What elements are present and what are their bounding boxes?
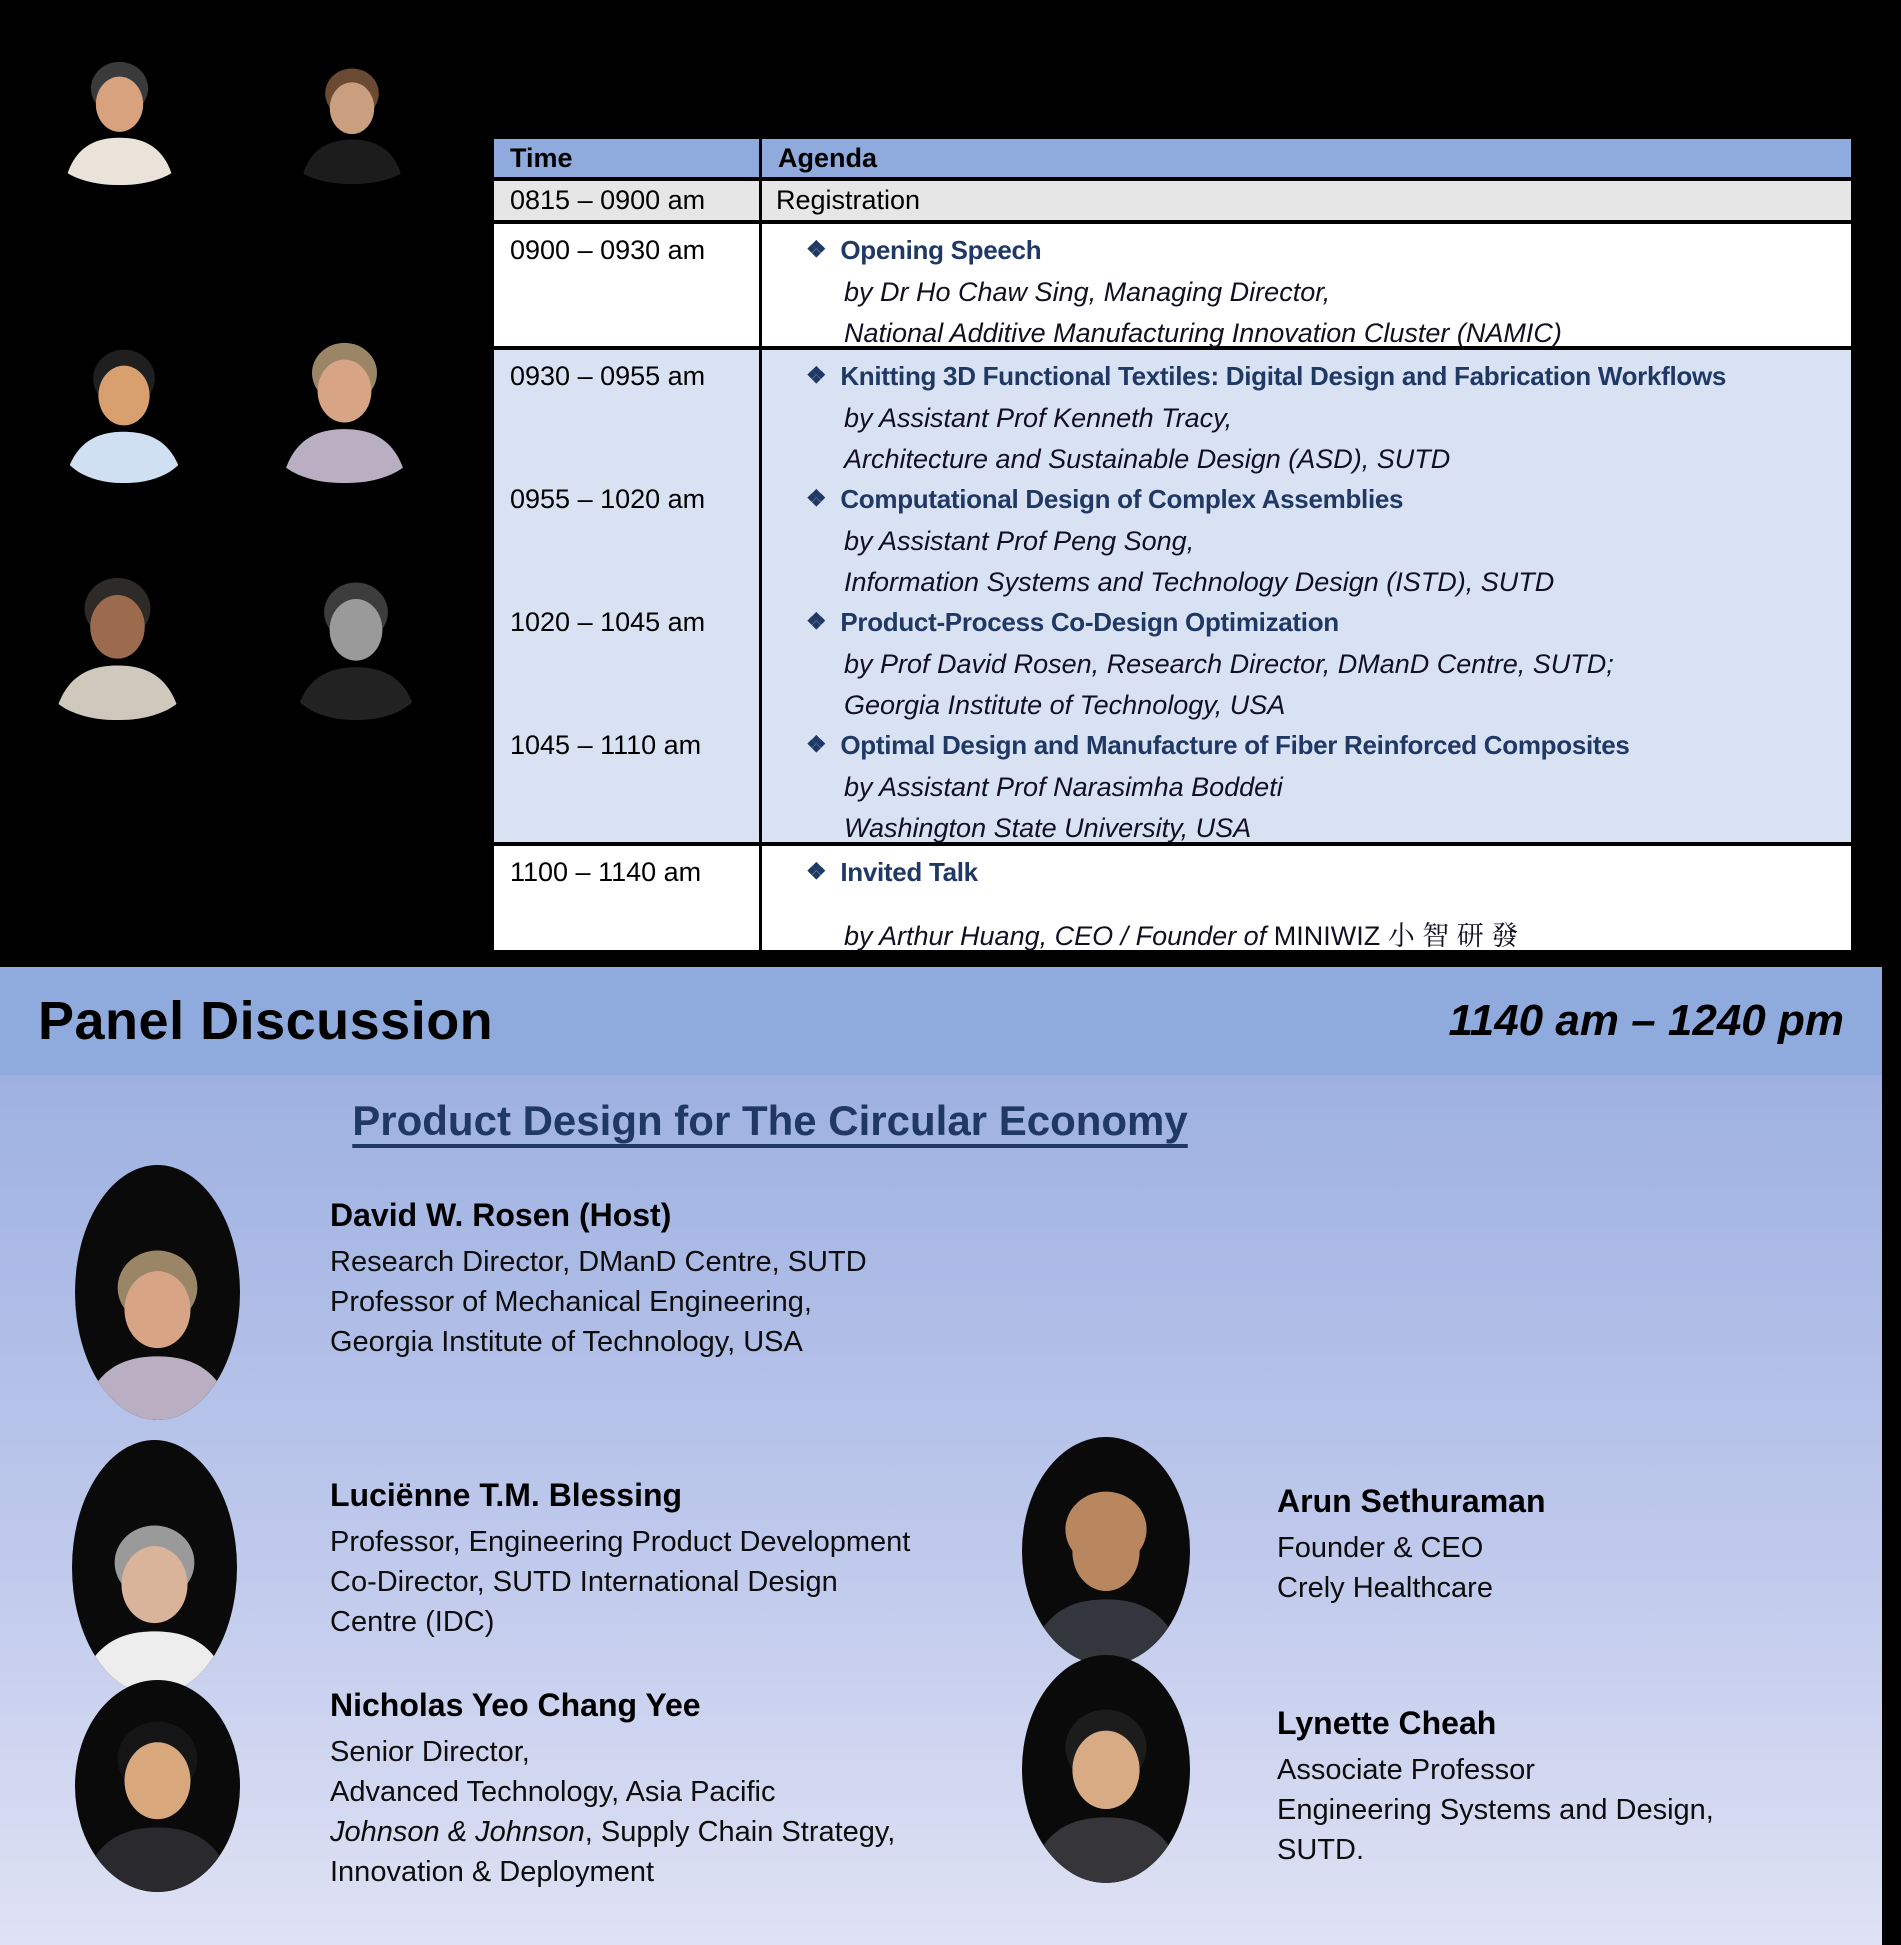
agenda-item-title xyxy=(806,356,1851,398)
panelist-line: Professor, Engineering Product Development xyxy=(330,1526,911,1558)
session-time: 0930 – 0955 am xyxy=(494,350,762,473)
panelist-line: Senior Director, xyxy=(330,1736,530,1768)
headshot-photo-6 xyxy=(290,573,422,720)
panelist-name: David W. Rosen (Host) xyxy=(330,1197,672,1233)
agenda-item-title xyxy=(806,602,1851,644)
panelist-name: Lynette Cheah xyxy=(1277,1705,1497,1741)
opening-time: 0900 – 0930 am xyxy=(494,224,762,346)
agenda-speaker-line: by Dr Ho Chaw Sing, Managing Director, xyxy=(844,277,1331,307)
agenda-item-title xyxy=(806,479,1851,521)
panel-discussion-body xyxy=(0,1075,1882,1945)
diamond-bullet-icon: ❖ xyxy=(806,608,827,634)
panelist-photo-arun-sethuraman xyxy=(1022,1437,1190,1665)
panelist-line: Engineering Systems and Design, xyxy=(1277,1794,1714,1826)
panelist-line: Advanced Technology, Asia Pacific xyxy=(330,1776,776,1808)
agenda-column-header: Agenda xyxy=(778,142,878,173)
session-agenda xyxy=(762,596,1851,719)
panelist-line: Crely Healthcare xyxy=(1277,1572,1493,1604)
agenda-speaker-line: by Assistant Prof Kenneth Tracy, xyxy=(844,403,1233,433)
session-row-4 xyxy=(494,719,1851,842)
diamond-bullet-icon: ❖ xyxy=(806,362,827,388)
agenda-title-text: Invited Talk xyxy=(840,857,978,887)
panel-section-title: Panel Discussion xyxy=(38,991,494,1051)
agenda-title-text: Knitting 3D Functional Textiles: Digital Design and Fabrication Workflows xyxy=(840,361,1727,391)
agenda-title-text: Product-Process Co-Design Optimization xyxy=(840,607,1339,637)
panelist-bio-david-rosen xyxy=(330,1197,867,1362)
panelist-line-rest: , Supply Chain Strategy, xyxy=(584,1816,896,1848)
panelist-line: Professor of Mechanical Engineering, xyxy=(330,1286,812,1318)
session-agenda xyxy=(762,719,1851,842)
panelist-line: Associate Professor xyxy=(1277,1754,1535,1786)
agenda-speaker-line: by Assistant Prof Peng Song, xyxy=(844,526,1195,556)
session-row-2 xyxy=(494,473,1851,596)
registration-label: Registration xyxy=(776,185,921,215)
opening-speech-row xyxy=(494,224,1851,350)
invited-time: 1100 – 1140 am xyxy=(494,846,762,950)
session-time: 1020 – 1045 am xyxy=(494,596,762,719)
registration-row xyxy=(494,181,1851,224)
table-header-row xyxy=(494,139,1851,181)
panelist-bio-nicholas-yeo xyxy=(330,1687,895,1892)
invited-brand-text: MINIWIZ 小 智 研 發 xyxy=(1273,921,1519,951)
diamond-bullet-icon: ❖ xyxy=(806,858,827,884)
agenda-org-line: Architecture and Sustainable Design (ASD), SUTD xyxy=(844,444,1451,474)
session-row-1 xyxy=(494,350,1851,473)
invited-talk-row xyxy=(494,846,1851,950)
panelist-line: Georgia Institute of Technology, USA xyxy=(330,1326,803,1358)
agenda-title-text: Computational Design of Complex Assemblies xyxy=(840,484,1404,514)
invited-byline-italic: by Arthur Huang, CEO / Founder of xyxy=(844,921,1274,951)
agenda-title-text: Opening Speech xyxy=(840,235,1042,265)
registration-time: 0815 – 0900 am xyxy=(494,181,762,220)
panelist-bio-lucienne-blessing xyxy=(330,1477,910,1642)
panelist-photo-lynette-cheah xyxy=(1022,1655,1190,1883)
headshot-photo-5 xyxy=(45,570,190,720)
agenda-item-title xyxy=(806,230,1851,272)
session-row-3 xyxy=(494,596,1851,719)
panel-time-range: 1140 am – 1240 pm xyxy=(1448,996,1844,1045)
panelist-line: Founder & CEO xyxy=(1277,1532,1484,1564)
agenda-org-line: Washington State University, USA xyxy=(844,813,1252,843)
diamond-bullet-icon: ❖ xyxy=(806,236,827,262)
session-time: 1045 – 1110 am xyxy=(494,719,762,842)
agenda-org-line: Georgia Institute of Technology, USA xyxy=(844,690,1286,720)
panelist-line: Research Director, DManD Centre, SUTD xyxy=(330,1246,867,1278)
headshot-photo-3 xyxy=(60,333,188,483)
panelist-photo-david-rosen xyxy=(75,1165,240,1420)
panelist-photo-nicholas-yeo xyxy=(75,1680,240,1892)
panelist-bio-lynette-cheah xyxy=(1277,1705,1714,1870)
diamond-bullet-icon: ❖ xyxy=(806,731,827,757)
panelist-line: Innovation & Deployment xyxy=(330,1856,655,1888)
panelist-line: Co-Director, SUTD International Design xyxy=(330,1566,838,1598)
headshot-photo-2 xyxy=(287,62,417,184)
panelist-company-italic: Johnson & Johnson xyxy=(330,1816,585,1848)
session-agenda xyxy=(762,473,1851,596)
session-agenda xyxy=(762,350,1851,473)
agenda-item-title xyxy=(806,725,1851,767)
headshot-photo-4 xyxy=(272,335,417,483)
panelist-line: Centre (IDC) xyxy=(330,1606,495,1638)
agenda-org-line: Information Systems and Technology Design (ISTD), SUTD xyxy=(844,567,1555,597)
agenda-title-text: Optimal Design and Manufacture of Fiber Reinforced Composites xyxy=(840,730,1630,760)
panelist-photo-lucienne-blessing xyxy=(72,1440,237,1695)
opening-agenda xyxy=(762,224,1851,346)
morning-sessions-block xyxy=(494,350,1851,846)
agenda-org-line: National Additive Manufacturing Innovation Cluster (NAMIC) xyxy=(844,318,1562,348)
time-column-header: Time xyxy=(494,139,762,177)
panelist-name: Nicholas Yeo Chang Yee xyxy=(330,1687,701,1723)
panel-discussion-header xyxy=(0,967,1882,1075)
panelist-name: Arun Sethuraman xyxy=(1277,1483,1546,1519)
session-time: 0955 – 1020 am xyxy=(494,473,762,596)
agenda-table xyxy=(490,135,1855,954)
agenda-speaker-line: by Prof David Rosen, Research Director, DManD Centre, SUTD; xyxy=(844,649,1614,679)
panelist-bio-arun-sethuraman xyxy=(1277,1483,1545,1608)
invited-agenda xyxy=(762,846,1851,950)
agenda-speaker-line xyxy=(806,916,1851,957)
panel-topic-title: Product Design for The Circular Economy xyxy=(352,1097,1188,1144)
agenda-speaker-line: by Assistant Prof Narasimha Boddeti xyxy=(844,772,1283,802)
panelist-line: SUTD. xyxy=(1277,1834,1364,1866)
panelist-line xyxy=(330,1812,895,1852)
headshot-photo-1 xyxy=(52,55,187,185)
diamond-bullet-icon: ❖ xyxy=(806,485,827,511)
panelist-name: Luciënne T.M. Blessing xyxy=(330,1477,683,1513)
agenda-item-title xyxy=(806,852,1851,894)
